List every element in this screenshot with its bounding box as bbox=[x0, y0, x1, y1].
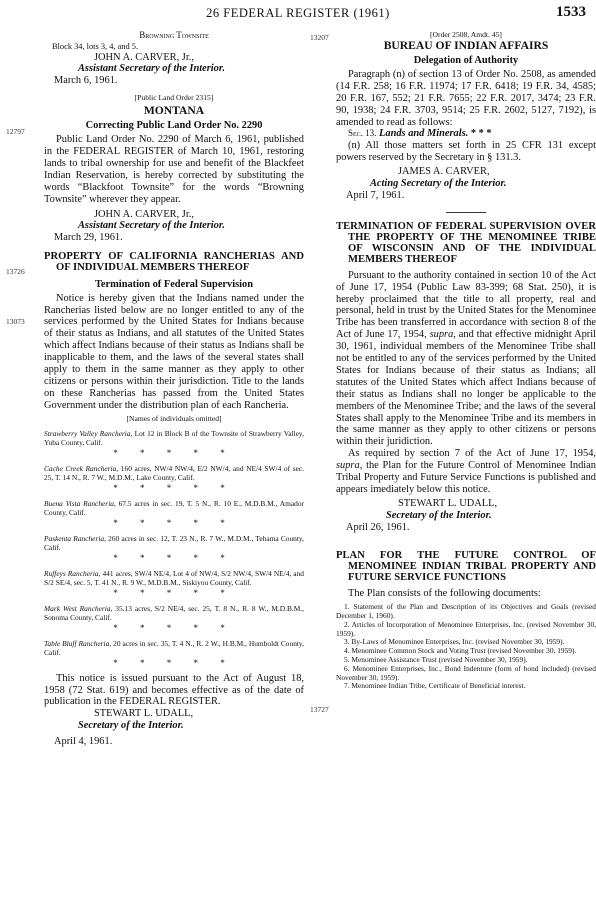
rancheria-description: 260 acres in sec. 12, T. 23 N., R. 7 W., M.D.M., Tehama County, Calif. bbox=[44, 533, 304, 552]
body-paragraph: (n) All those matters set forth in 25 CFR 131 except powers reserved by the Secretary in § 131.3. bbox=[336, 140, 596, 164]
omitted-note: [Names of individuals omitted] bbox=[126, 413, 222, 423]
margin-note: 13727 bbox=[310, 705, 329, 714]
signature-date: March 6, 1961. bbox=[54, 75, 118, 87]
plan-document-item: 5. Menominee Assistance Trust (revised November 30, 1959). bbox=[344, 654, 528, 664]
rancheria-name: Strawberry Valley Rancheria, bbox=[44, 428, 133, 438]
signer-name: STEWART L. UDALL, bbox=[94, 708, 194, 720]
section-heading: BUREAU OF INDIAN AFFAIRS bbox=[383, 39, 549, 52]
plan-document-item: 6. Menominee Enterprises, Inc., Bond Indenture (form of bond included) (revised November 30, 1959). bbox=[336, 663, 596, 682]
rancheria-entry bbox=[44, 429, 304, 447]
section-subheading: Delegation of Authority bbox=[413, 55, 519, 66]
rancheria-name: Table Bluff Rancheria, bbox=[44, 638, 112, 648]
rancheria-description: 20 acres in sec. 35, T. 4 N., R. 2 W., H.B.M., Humboldt County, Calif. bbox=[44, 638, 304, 657]
rancheria-description: 160 acres, NW/4 NW/4, E/2 NW/4, and NE/4 SW/4 of sec. 25, T. 14 N., R. 7 W., M.D.M., Lake County, Calif. bbox=[44, 463, 304, 482]
margin-note: 13726 bbox=[6, 267, 25, 276]
rancheria-description: 441 acres, SW/4 NE/4, Lot 4 of NW/4, S/2 NW/4, SW/4 NE/4, and S/2 SE/4, sec. 5, T. 41 N., R. 9 W., M.D.B.M., Siskiyou County, Calif. bbox=[44, 568, 304, 587]
signature-date: April 7, 1961. bbox=[346, 189, 405, 201]
rancheria-description: 35.13 acres, S/2 NE/4, sec. 25, T. 8 N., R. 8 W., M.D.B.M., Sonoma County, Calif. bbox=[44, 603, 305, 622]
body-paragraph: Paragraph (n) of section 13 of Order No. 2508, as amended (14 F.R. 258; 16 F.R. 11974; 17 F.R. 6418; 19 F.R. 34, 4585; 20 F.R. 167, 552; 21 F.R. 7655; 22 F.R. 2017, 3474; 23 F.R. 90, 1938; 24 F.R. 3703, 9514; 25 F.R. 2602, 5127, 7192), is amended to read as follows: bbox=[336, 68, 596, 128]
rancheria-name: Ruffeys Rancheria, bbox=[44, 568, 101, 578]
page-header bbox=[0, 4, 596, 26]
state-heading: MONTANA bbox=[143, 104, 205, 118]
right-column bbox=[336, 30, 596, 691]
star-separator: * * * * * bbox=[113, 552, 235, 563]
signer-title: Assistant Secretary of the Interior. bbox=[78, 63, 225, 75]
signer-title: Secretary of the Interior. bbox=[386, 509, 492, 521]
rancheria-entry bbox=[44, 604, 304, 622]
signature-date: March 29, 1961. bbox=[54, 232, 123, 244]
plan-document-item: 7. Menominee Indian Tribe, Certificate of Beneficial interest. bbox=[344, 681, 526, 691]
rancheria-entry bbox=[44, 569, 304, 587]
left-column bbox=[44, 30, 304, 748]
margin-note: 13073 bbox=[6, 317, 25, 326]
rancheria-entry bbox=[44, 499, 304, 517]
signer-name: JOHN A. CARVER, Jr., bbox=[94, 208, 194, 220]
rancheria-description: Lot 12 in Block B of the Townsite of Strawberry Valley, Yuba County, Calif. bbox=[44, 428, 304, 447]
section-title: Lands and Minerals. bbox=[376, 128, 469, 140]
star-separator: * * * * * bbox=[113, 657, 235, 668]
rancheria-name: Mark West Rancheria, bbox=[44, 603, 113, 613]
body-paragraph: The Plan consists of the following documents: bbox=[348, 588, 541, 600]
rancheria-description: 67.5 acres in sec. 19, T. 5 N., R. 10 E., M.D.B.M., Amador County, Calif. bbox=[44, 498, 304, 517]
section-heading: TERMINATION OF FEDERAL SUPERVISION OVER THE PROPERTY OF THE MENOMINEE TRIBE OF WISCONSIN AND OF THE INDIVIDUAL MEMBERS THEREOF bbox=[336, 220, 596, 266]
star-separator: * * * * * bbox=[113, 587, 235, 598]
signer-title: Acting Secretary of the Interior. bbox=[370, 178, 507, 190]
section-subheading: Correcting Public Land Order No. 2290 bbox=[85, 120, 263, 132]
section-label: Sec. 13. bbox=[348, 128, 377, 139]
section-line bbox=[336, 128, 596, 140]
page-number: 1533 bbox=[556, 4, 586, 20]
rancheria-name: Paskenta Rancheria, bbox=[44, 533, 106, 543]
rancheria-entry bbox=[44, 639, 304, 657]
plan-document-item: 4. Menominee Common Stock and Voting Trust (revised November 30, 1959). bbox=[344, 646, 577, 656]
plan-document-list bbox=[336, 603, 596, 691]
rancheria-name: Cache Creek Rancheria, bbox=[44, 463, 119, 473]
rancheria-list bbox=[44, 429, 304, 668]
signer-title: Secretary of the Interior. bbox=[78, 720, 184, 732]
plan-document-item: 3. By-Laws of Menominee Enterprises, Inc. (revised November 30, 1959). bbox=[344, 637, 565, 647]
body-paragraph: Pursuant to the authority contained in section 10 of the Act of June 17, 1954 (Public Law 83-399; 68 Stat. 250), it is hereby proclaimed that the title to all property, real and personal, held in trust by the United States for the Menominee Tribe has been transferred in accordance with section 8 of the Act of June 17, 1954, supra, and that effective midnight April 30, 1961, individual members of the Menominee Tribe shall not be entitled to any of the services performed by the United States for Indians because of their status as Indians; all statutes of the United States which affect Indians because of their status as Indians shall no longer be applicable to the members of the Menominee Tribe; and the laws of the several States shall apply to the Menominee Tribe and its members in the same manner as they apply to other citizens or persons within their juridiction. bbox=[336, 269, 596, 448]
rancheria-name: Buena Vista Rancheria, bbox=[44, 498, 116, 508]
signer-name: JOHN A. CARVER, Jr., bbox=[94, 51, 194, 63]
section-divider bbox=[446, 212, 486, 213]
section-heading: PROPERTY OF CALIFORNIA RANCHERIAS AND OF INDIVIDUAL MEMBERS THEREOF bbox=[44, 251, 304, 274]
order-number: [Public Land Order 2315] bbox=[134, 93, 214, 103]
body-paragraph: Notice is hereby given that the Indians named under the Rancherias listed below are no longer entitled to any of the services performed by the United States for Indians because of their status as Indians, and all statutes of the United States which affect Indians because of their status as Indians shall be inapplicable to them, and the laws of the several states shall apply to them in the same manner as they apply to other citizens or persons within their jurisdiction. Title to the lands on these Rancherias has passed from the United States Government under the distribution plan of each Rancheria. bbox=[44, 292, 304, 411]
signer-name: STEWART L. UDALL, bbox=[398, 497, 498, 509]
section-stars: * * * bbox=[468, 128, 492, 140]
signer-name: JAMES A. CARVER, bbox=[398, 166, 490, 178]
signer-title: Assistant Secretary of the Interior. bbox=[78, 220, 225, 232]
star-separator: * * * * * bbox=[113, 622, 235, 633]
plan-document-item: 1. Statement of the Plan and Description of its Objectives and Goals (revised December 1, 1960). bbox=[336, 602, 596, 620]
star-separator: * * * * * bbox=[113, 517, 235, 528]
rancheria-entry bbox=[44, 464, 304, 482]
star-separator: * * * * * bbox=[113, 447, 235, 458]
section-heading: Browning Townsite bbox=[139, 30, 209, 40]
body-paragraph: Public Land Order No. 2290 of March 6, 1961, published in the FEDERAL REGISTER of March 10, 1961, restoring lands to tribal ownership for use and benefit of the Blackfeet Indian Reservation, is hereby corrected by substituting the words “Blackfoot Townsite” for the words “Browning Townsite” wherever they appear. bbox=[44, 134, 304, 205]
star-separator: * * * * * bbox=[113, 482, 235, 493]
body-paragraph: As required by section 7 of the Act of June 17, 1954, supra, the Plan for the Future Control of Menominee Indian Tribal Property and Future Service Functions is published and appears imediately below this notice. bbox=[336, 448, 596, 495]
section-subheading: Termination of Federal Supervision bbox=[94, 278, 254, 290]
body-paragraph: This notice is issued pursuant to the Act of August 18, 1958 (72 Stat. 619) and becomes effective as of the date of publication in the FEDERAL REGISTER. bbox=[44, 672, 304, 708]
lots-text: Block 34, lots 3, 4, and 5. bbox=[52, 41, 139, 51]
section-heading: PLAN FOR THE FUTURE CONTROL OF MENOMINEE INDIAN TRIBAL PROPERTY AND FUTURE SERVICE FUNCTIONS bbox=[336, 549, 596, 584]
plan-document-item: 2. Articles of Incorporation of Menominee Enterprises, Inc. (revised November 30, 1959). bbox=[336, 619, 596, 638]
margin-note: 13207 bbox=[310, 33, 329, 42]
rancheria-entry bbox=[44, 534, 304, 552]
signature-date: April 4, 1961. bbox=[54, 736, 113, 748]
signature-date: April 26, 1961. bbox=[346, 521, 410, 533]
running-title: 26 FEDERAL REGISTER (1961) bbox=[206, 6, 390, 20]
margin-note: 12797 bbox=[6, 127, 25, 136]
order-number: [Order 2508, Amdt. 45] bbox=[430, 30, 502, 39]
